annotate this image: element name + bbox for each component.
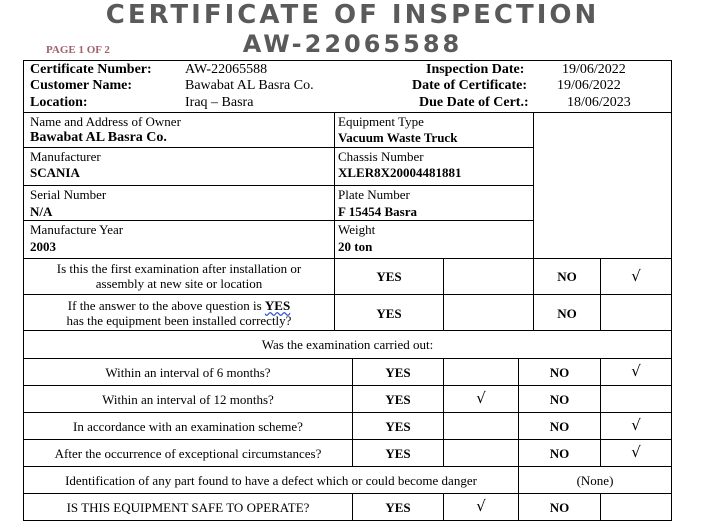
manufacturer-label: Manufacturer (30, 149, 101, 164)
defect-question: Identification of any part found to have a defect which or could become danger (65, 473, 477, 488)
cert-date-value: 19/06/2022 (557, 78, 621, 93)
weight-value: 20 ton (338, 239, 373, 254)
equipment-value: Vacuum Waste Truck (338, 130, 458, 145)
exam-row-yes-check-cell (443, 439, 519, 467)
exam-row-yes-label: YES (385, 419, 411, 434)
inspection-date-label: Inspection Date: (426, 62, 525, 77)
location-value: Iraq – Basra (185, 95, 254, 110)
safe-no-label: NO (549, 500, 570, 515)
defect-answer: (None) (576, 473, 614, 488)
chassis-value: XLER8X20004481881 (338, 165, 462, 180)
year-label: Manufacture Year (30, 222, 124, 237)
q1-question-text: Is this the first examination after installation or assembly at new site or location (56, 261, 302, 291)
exam-row-question: After the occurrence of exceptional circumstances? (54, 446, 322, 461)
location-label: Location: (30, 95, 88, 110)
exam-header-text: Was the examination carried out: (261, 337, 434, 352)
q2-no-label: NO (557, 306, 577, 321)
exam-row-yes-check-cell (443, 412, 519, 440)
exam-row-no-label: NO (549, 446, 570, 461)
exam-row-question: Within an interval of 12 months? (102, 392, 274, 407)
q1-no-checkmark: √ (631, 267, 641, 285)
q2-no-check-cell (600, 294, 672, 331)
safe-yes-label: YES (385, 500, 411, 515)
q2-yes-check-cell (443, 294, 534, 331)
safe-yes-checkmark: √ (476, 497, 486, 515)
document-title: CERTIFICATE OF INSPECTION (105, 0, 600, 30)
year-value: 2003 (30, 239, 56, 254)
exam-row-yes-label: YES (385, 392, 411, 407)
safe-question: IS THIS EQUIPMENT SAFE TO OPERATE? (66, 500, 310, 515)
q1-yes-label: YES (376, 269, 402, 284)
serial-value: N/A (30, 204, 53, 219)
serial-label: Serial Number (30, 187, 107, 202)
customer-value: Bawabat AL Basra Co. (185, 78, 314, 93)
customer-label: Customer Name: (30, 78, 132, 93)
exam-row-yes-checkmark: √ (476, 389, 486, 407)
exam-row-no-checkmark: √ (631, 416, 641, 434)
chassis-label: Chassis Number (338, 149, 424, 164)
exam-row-question: Within an interval of 6 months? (105, 365, 271, 380)
inspection-date-value: 19/06/2022 (562, 62, 626, 77)
q2-yes-emphasis: YES (264, 298, 291, 313)
cert-date-label: Date of Certificate: (412, 78, 528, 93)
certificate-code-heading: AW-22065588 (242, 30, 463, 58)
cert-number-value: AW-22065588 (185, 62, 268, 77)
cert-number-label: Certificate Number: (30, 62, 152, 77)
plate-label: Plate Number (338, 187, 410, 202)
exam-row-no-label: NO (549, 392, 570, 407)
due-date-label: Due Date of Cert.: (419, 95, 529, 110)
page-label: PAGE 1 OF 2 (46, 44, 110, 56)
info-side-cell (533, 112, 672, 259)
exam-row-no-label: NO (549, 365, 570, 380)
due-date-value: 18/06/2023 (567, 95, 631, 110)
q2-question-text: If the answer to the above question is YES has the equipment been installed correctly? (66, 298, 292, 328)
owner-value: Bawabat AL Basra Co. (30, 130, 167, 145)
exam-row-yes-label: YES (385, 365, 411, 380)
exam-row-yes-check-cell (443, 358, 519, 386)
safe-no-check-cell (600, 493, 672, 521)
exam-row-no-checkmark: √ (631, 362, 641, 380)
manufacturer-value: SCANIA (30, 165, 80, 180)
exam-row-no-check-cell (600, 385, 672, 413)
exam-row-yes-label: YES (385, 446, 411, 461)
exam-row-no-checkmark: √ (631, 443, 641, 461)
q1-no-label: NO (557, 269, 577, 284)
weight-label: Weight (338, 222, 376, 237)
q2-yes-label: YES (376, 306, 402, 321)
q1-yes-check-cell (443, 258, 534, 295)
equipment-label: Equipment Type (338, 114, 424, 129)
exam-row-question: In accordance with an examination scheme? (73, 419, 303, 434)
plate-value: F 15454 Basra (338, 204, 417, 219)
owner-label: Name and Address of Owner (30, 114, 181, 129)
exam-row-no-label: NO (549, 419, 570, 434)
